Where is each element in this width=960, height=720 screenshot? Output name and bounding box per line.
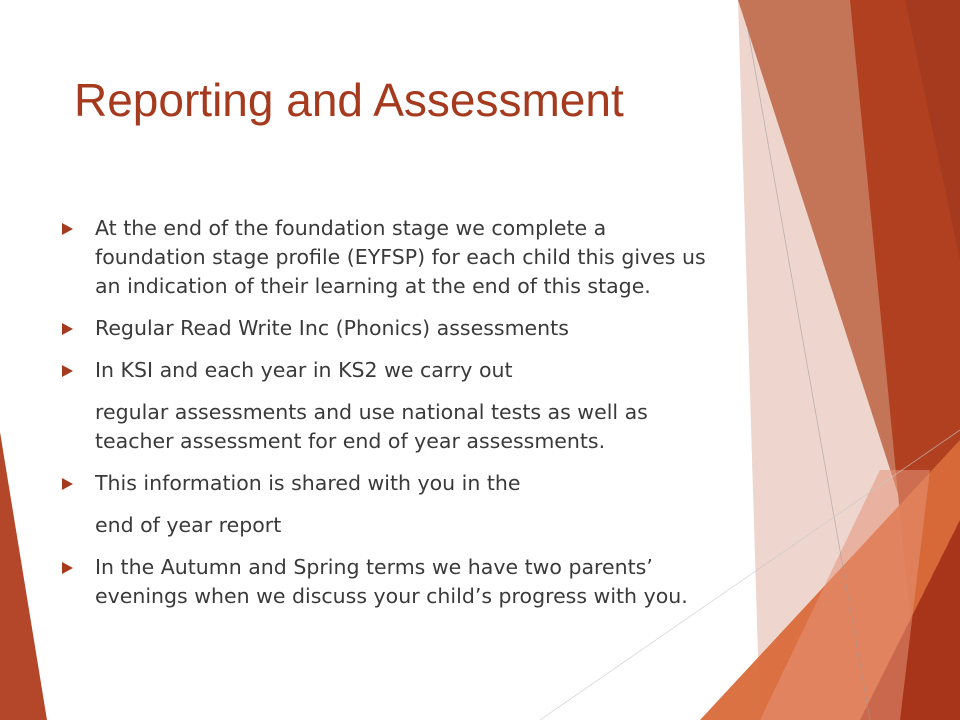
bullet-list bbox=[58, 214, 718, 624]
triangle-right-icon bbox=[62, 365, 73, 377]
bullet-text: In KSI and each year in KS2 we carry out bbox=[95, 358, 513, 382]
triangle-right-icon bbox=[62, 478, 73, 490]
bullet-text: Regular Read Write Inc (Phonics) assessments bbox=[95, 316, 569, 340]
bullet-item bbox=[58, 314, 718, 343]
bullet-text: This information is shared with you in the bbox=[95, 471, 521, 495]
triangle-right-icon bbox=[62, 562, 73, 574]
bullet-text: In the Autumn and Spring terms we have two parents’ evenings when we discuss your child’s progress with you. bbox=[95, 555, 688, 608]
bullet-item bbox=[58, 469, 718, 498]
bullet-text: At the end of the foundation stage we complete a foundation stage profile (EYFSP) for each child this gives us an indication of their learning at the end of this stage. bbox=[95, 216, 706, 298]
bullet-continuation: end of year report bbox=[95, 513, 282, 537]
triangle-right-icon bbox=[62, 323, 73, 335]
bullet-item bbox=[58, 553, 718, 611]
triangle-right-icon bbox=[62, 223, 73, 235]
slide-title: Reporting and Assessment bbox=[74, 74, 624, 126]
bullet-continuation: regular assessments and use national tests as well as teacher assessment for end of year assessments. bbox=[95, 400, 648, 453]
bullet-item bbox=[58, 214, 718, 301]
bullet-item bbox=[58, 356, 718, 385]
left-edge-shape bbox=[0, 432, 47, 720]
